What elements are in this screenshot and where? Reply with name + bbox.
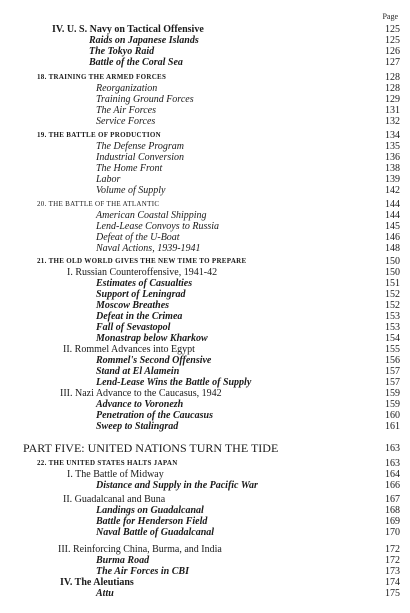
toc-entry-page: 139 xyxy=(385,174,400,185)
toc-entry-title: Battle for Henderson Field xyxy=(96,516,208,527)
toc-entry-page: 125 xyxy=(385,24,400,35)
toc-entry-title: III. Nazi Advance to the Caucasus, 1942 xyxy=(60,388,222,399)
toc-entry xyxy=(0,555,410,566)
toc-entry-page: 131 xyxy=(385,105,400,116)
toc-entry-page: 145 xyxy=(385,221,400,232)
toc-entry xyxy=(0,300,410,311)
page-column-header: Page xyxy=(382,12,398,21)
toc-entry xyxy=(0,322,410,333)
toc-entry xyxy=(0,199,410,210)
toc-entry xyxy=(0,256,410,267)
toc-entry xyxy=(0,516,410,527)
toc-entry xyxy=(0,566,410,577)
toc-entry-title: IV. The Aleutians xyxy=(60,577,134,588)
toc-entry-page: 159 xyxy=(385,388,400,399)
toc-entry xyxy=(0,480,410,491)
toc-entry-title: Stand at El Alamein xyxy=(96,366,180,377)
toc-entry xyxy=(0,130,410,141)
toc-entry-title: The Air Forces xyxy=(96,105,156,116)
toc-entry-title: Labor xyxy=(96,174,121,185)
toc-entry-page: 161 xyxy=(385,421,400,432)
toc-entry xyxy=(0,494,410,505)
toc-entry-page: 144 xyxy=(385,210,400,221)
toc-entry xyxy=(0,232,410,243)
toc-entry-title: PART FIVE: UNITED NATIONS TURN THE TIDE xyxy=(23,441,279,455)
toc-entry-title: Fall of Sevastopol xyxy=(96,322,171,333)
toc-entry xyxy=(0,505,410,516)
toc-entry-title: Battle of the Coral Sea xyxy=(89,57,183,68)
toc-entry-title: Attu xyxy=(96,588,114,599)
toc-entry-page: 167 xyxy=(385,494,400,505)
toc-entry xyxy=(0,243,410,254)
toc-entry xyxy=(0,377,410,388)
toc-entry-page: 174 xyxy=(385,577,400,588)
toc-entry-title: Naval Actions, 1939-1941 xyxy=(96,243,201,254)
toc-entry xyxy=(0,443,410,454)
toc-entry-page: 144 xyxy=(385,199,400,210)
toc-entry-title: 21. THE OLD WORLD GIVES THE NEW TIME TO PREPARE xyxy=(37,257,247,265)
toc-entry-page: 153 xyxy=(385,322,400,333)
toc-entry-title: Reorganization xyxy=(96,83,158,94)
toc-entry-title: 22. THE UNITED STATES HALTS JAPAN xyxy=(37,459,178,467)
toc-entry xyxy=(0,141,410,152)
toc-entry xyxy=(0,399,410,410)
toc-entry xyxy=(0,544,410,555)
toc-entry xyxy=(0,458,410,469)
toc-entry-title: Industrial Conversion xyxy=(96,152,185,163)
toc-entry-page: 151 xyxy=(385,278,400,289)
toc-entry-page: 132 xyxy=(385,116,400,127)
toc-entry-title: Defeat in the Crimea xyxy=(96,311,183,322)
toc-entry xyxy=(0,278,410,289)
toc-entry-page: 128 xyxy=(385,72,400,83)
toc-entry-title: Penetration of the Caucasus xyxy=(96,410,213,421)
toc-entry-page: 170 xyxy=(385,527,400,538)
toc-entry xyxy=(0,289,410,300)
toc-entry-title: Burma Road xyxy=(96,555,150,566)
toc-entry xyxy=(0,35,410,46)
toc-entry-page: 134 xyxy=(385,130,400,141)
toc-entry-page: 154 xyxy=(385,333,400,344)
toc-entry-page: 142 xyxy=(385,185,400,196)
toc-entry xyxy=(0,83,410,94)
toc-entry-page: 175 xyxy=(385,588,400,599)
toc-entry xyxy=(0,46,410,57)
toc-entry-page: 128 xyxy=(385,83,400,94)
toc-entry-page: 127 xyxy=(385,57,400,68)
toc-entry-title: Defeat of the U-Boat xyxy=(96,232,180,243)
toc-entry-title: Service Forces xyxy=(96,116,156,127)
toc-entry-title: Raids on Japanese Islands xyxy=(89,35,199,46)
toc-entry xyxy=(0,24,410,35)
toc-entry-title: Support of Leningrad xyxy=(96,289,186,300)
toc-entry xyxy=(0,116,410,127)
toc-entry-title: American Coastal Shipping xyxy=(96,210,207,221)
toc-entry xyxy=(0,210,410,221)
toc-entry-title: Advance to Voronezh xyxy=(96,399,184,410)
toc-entry-page: 150 xyxy=(385,256,400,267)
toc-entry-title: Volume of Supply xyxy=(96,185,166,196)
toc-entry-title: Monastrap below Kharkow xyxy=(96,333,208,344)
toc-entry xyxy=(0,333,410,344)
toc-entry xyxy=(0,588,410,599)
toc-entry-page: 168 xyxy=(385,505,400,516)
toc-entry-page: 169 xyxy=(385,516,400,527)
toc-entry xyxy=(0,57,410,68)
toc-entry-page: 135 xyxy=(385,141,400,152)
toc-entry-title: Estimates of Casualties xyxy=(96,278,193,289)
toc-entry-title: III. Reinforcing China, Burma, and India xyxy=(58,544,222,555)
toc-entry xyxy=(0,267,410,278)
toc-entry-title: II. Rommel Advances into Egypt xyxy=(63,344,195,355)
toc-entry-page: 148 xyxy=(385,243,400,254)
toc-entry-title: I. The Battle of Midway xyxy=(67,469,164,480)
toc-entry xyxy=(0,421,410,432)
toc-entry-title: Landings on Guadalcanal xyxy=(96,505,204,516)
toc-entry-title: The Defense Program xyxy=(96,141,184,152)
toc-entry-page: 172 xyxy=(385,555,400,566)
toc-entry-title: 19. THE BATTLE OF PRODUCTION xyxy=(37,131,161,139)
toc-entry xyxy=(0,94,410,105)
toc-entry xyxy=(0,344,410,355)
toc-entry-page: 157 xyxy=(385,366,400,377)
toc-entry-title: Moscow Breathes xyxy=(96,300,170,311)
toc-entry-page: 156 xyxy=(385,355,400,366)
toc-entry-page: 163 xyxy=(385,443,400,454)
toc-entry-title: The Tokyo Raid xyxy=(89,46,155,57)
toc-entry-title: Sweep to Stalingrad xyxy=(96,421,179,432)
toc-entry-title: The Home Front xyxy=(96,163,163,174)
toc-entry-page: 125 xyxy=(385,35,400,46)
toc-entry-title: Rommel's Second Offensive xyxy=(96,355,212,366)
toc-entry-title: Naval Battle of Guadalcanal xyxy=(96,527,215,538)
toc-entry-title: II. Guadalcanal and Buna xyxy=(63,494,166,505)
toc-entry xyxy=(0,152,410,163)
toc-entry-page: 136 xyxy=(385,152,400,163)
toc-entry-page: 129 xyxy=(385,94,400,105)
toc-entry-page: 153 xyxy=(385,311,400,322)
toc-entry-page: 160 xyxy=(385,410,400,421)
toc-entry-page: 150 xyxy=(385,267,400,278)
toc-entry-page: 173 xyxy=(385,566,400,577)
toc-entry-page: 155 xyxy=(385,344,400,355)
toc-entry xyxy=(0,174,410,185)
toc-entry-title: I. Russian Counteroffensive, 1941-42 xyxy=(67,267,218,278)
toc-entry-page: 152 xyxy=(385,300,400,311)
toc-entry-page: 172 xyxy=(385,544,400,555)
toc-entry-page: 163 xyxy=(385,458,400,469)
toc-entry-page: 166 xyxy=(385,480,400,491)
toc-entry xyxy=(0,355,410,366)
toc-entry xyxy=(0,366,410,377)
toc-entry-page: 159 xyxy=(385,399,400,410)
toc-entry-page: 146 xyxy=(385,232,400,243)
toc-entry-page: 152 xyxy=(385,289,400,300)
toc-entry-title: Training Ground Forces xyxy=(96,94,194,105)
toc-entry xyxy=(0,221,410,232)
toc-entry-title: IV. U. S. Navy on Tactical Offensive xyxy=(52,24,204,35)
toc-entry-page: 126 xyxy=(385,46,400,57)
toc-entry-page: 157 xyxy=(385,377,400,388)
toc-entry-title: Distance and Supply in the Pacific War xyxy=(96,480,258,491)
toc-entry-page: 138 xyxy=(385,163,400,174)
toc-entry xyxy=(0,527,410,538)
toc-entry xyxy=(0,388,410,399)
toc-entry-title: 18. TRAINING THE ARMED FORCES xyxy=(37,73,167,81)
toc-entry-title: Lend-Lease Wins the Battle of Supply xyxy=(96,377,252,388)
toc-entry xyxy=(0,163,410,174)
toc-entry-title: 20. THE BATTLE OF THE ATLANTIC xyxy=(37,200,160,208)
toc-entry xyxy=(0,105,410,116)
toc-entry xyxy=(0,185,410,196)
toc-entry-title: Lend-Lease Convoys to Russia xyxy=(96,221,220,232)
toc-entry xyxy=(0,72,410,83)
toc-entry xyxy=(0,577,410,588)
toc-entry xyxy=(0,469,410,480)
toc-entry xyxy=(0,410,410,421)
toc-entry xyxy=(0,311,410,322)
toc-entry-title: The Air Forces in CBI xyxy=(96,566,189,577)
toc-entry-page: 164 xyxy=(385,469,400,480)
